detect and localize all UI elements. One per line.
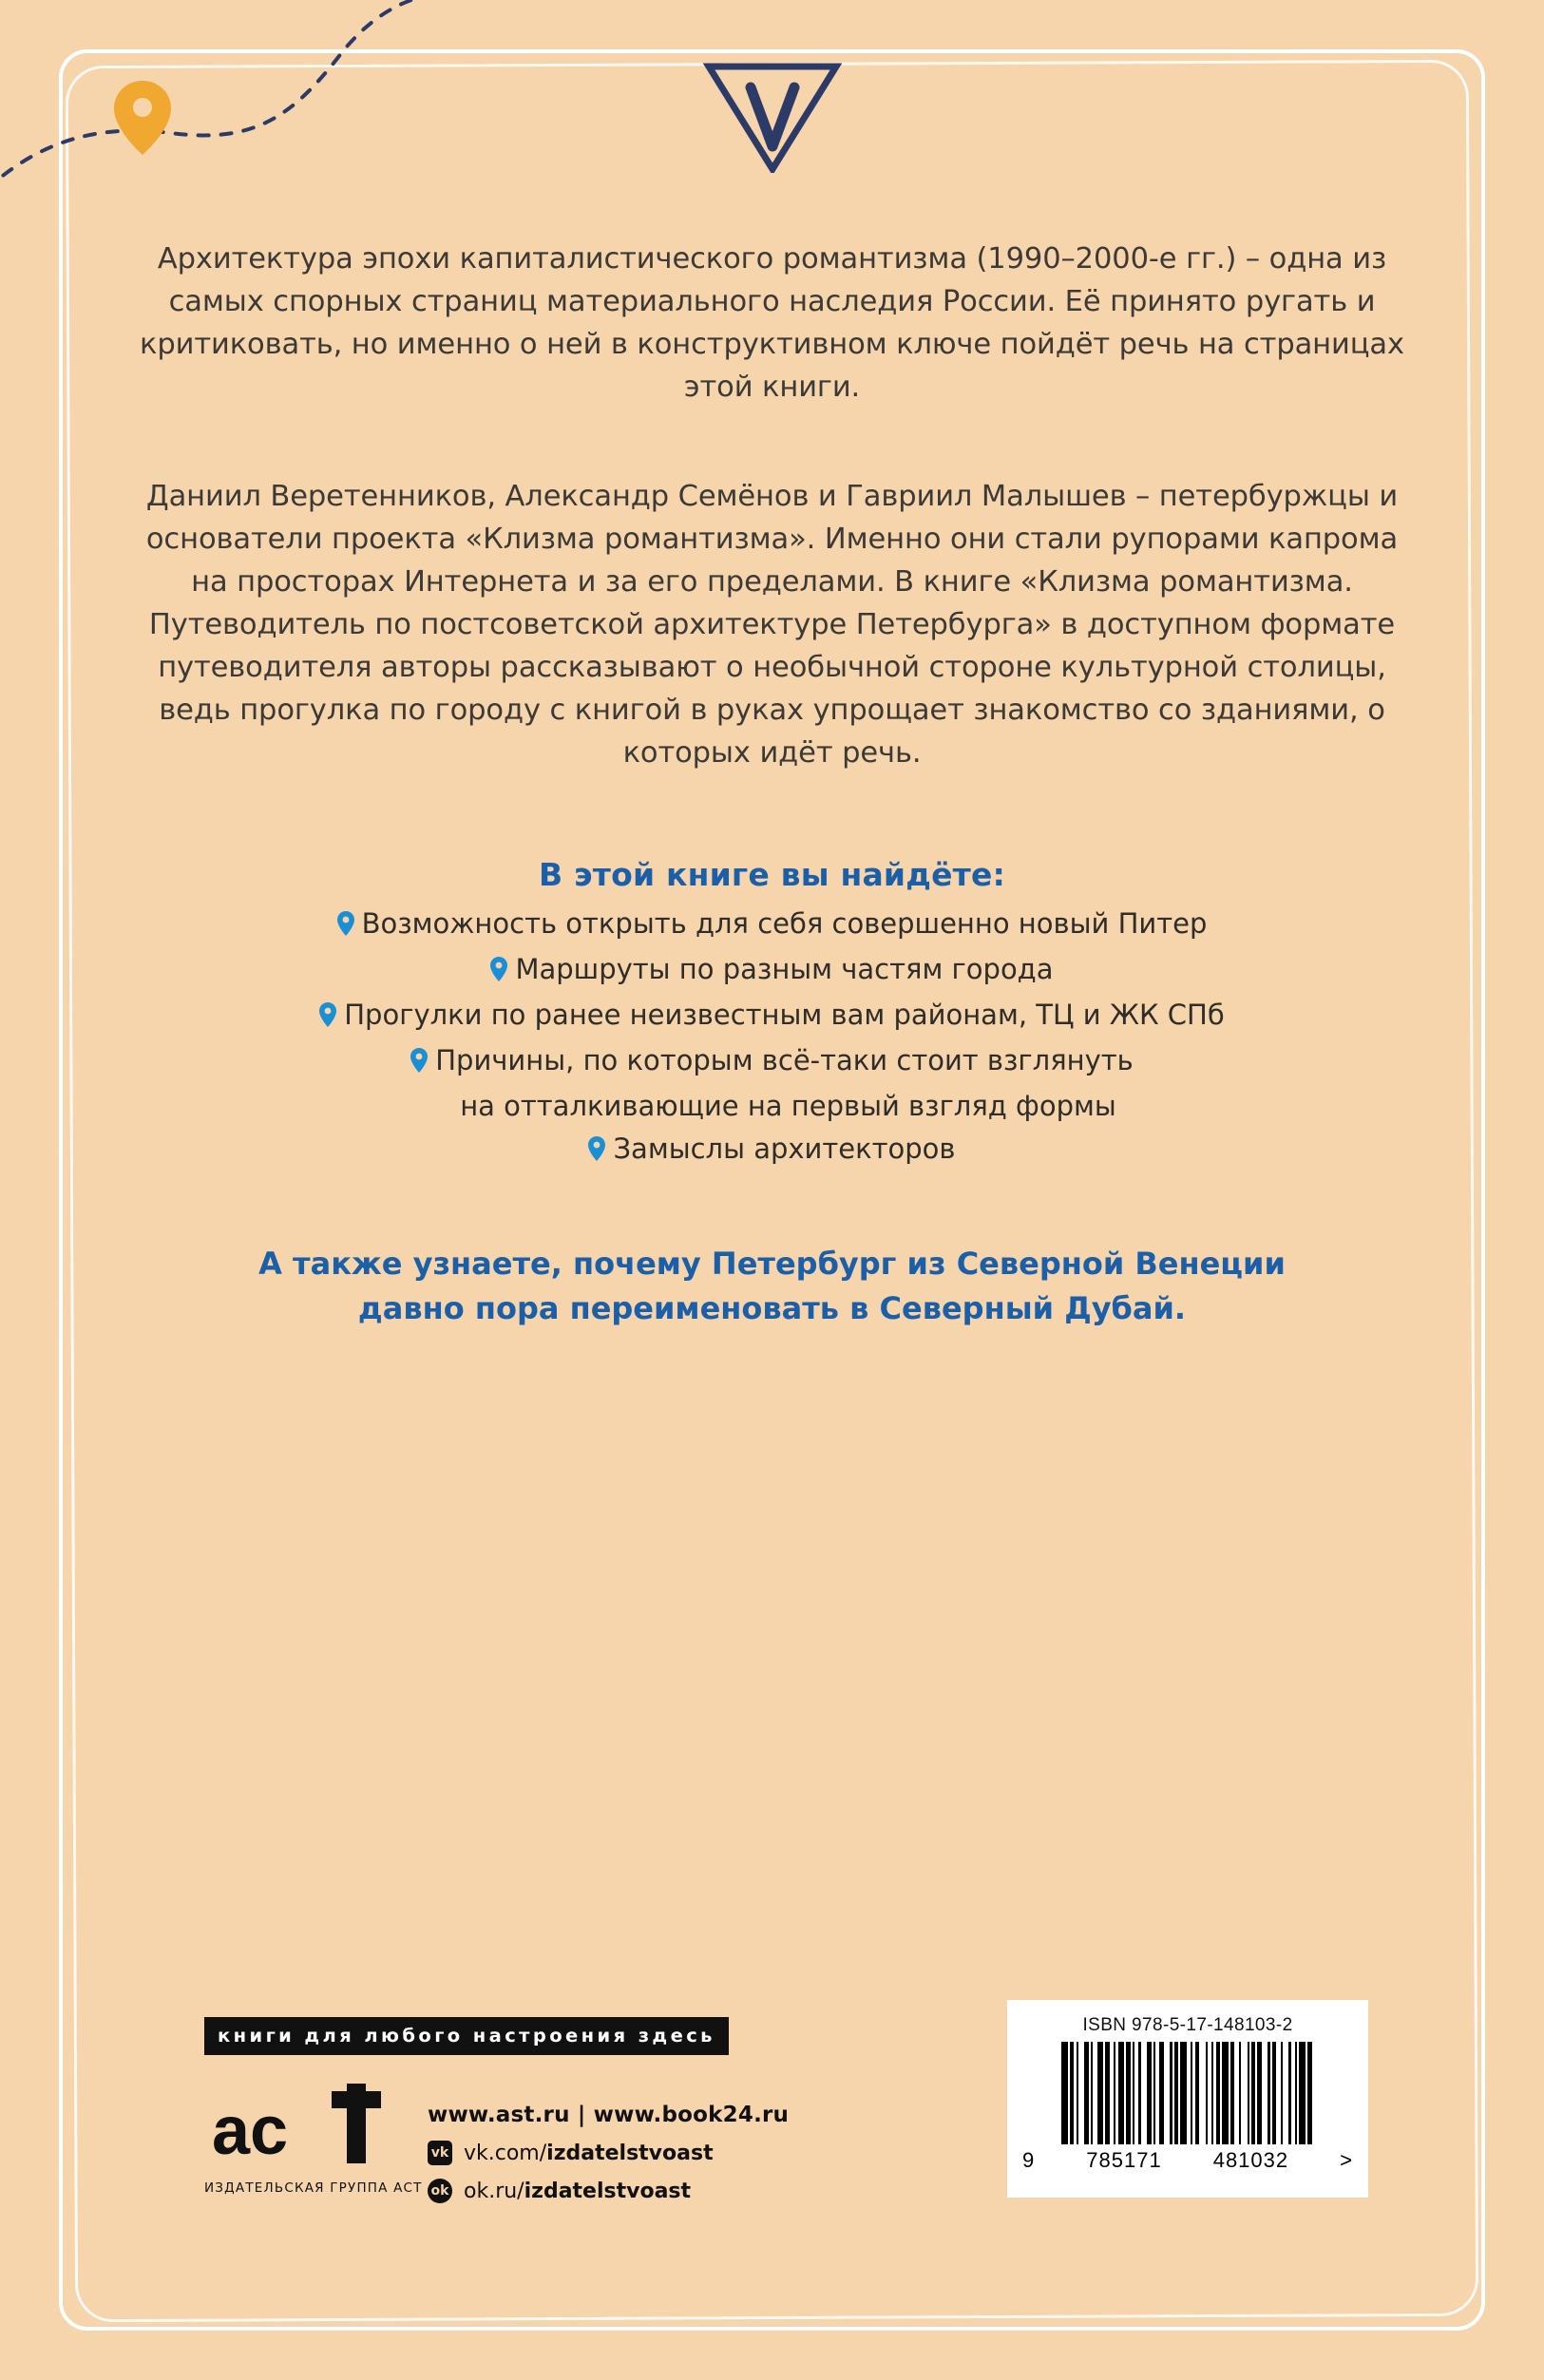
feature-text: Маршруты по разным частям города — [515, 953, 1054, 985]
vk-link[interactable] — [428, 2141, 789, 2165]
publisher-logo — [204, 2080, 423, 2196]
triangle-v-logo-icon — [701, 59, 844, 173]
svg-text:ас: ас — [212, 2093, 289, 2169]
footer — [0, 2017, 1544, 2255]
ok-link[interactable] — [428, 2179, 789, 2203]
list-item — [124, 994, 1420, 1039]
barcode-block — [1007, 2000, 1368, 2198]
vk-prefix: vk.com/ — [464, 2141, 547, 2165]
website-link[interactable]: www.ast.ru | www.book24.ru — [428, 2103, 790, 2127]
feature-text: Возможность открыть для себя совершенно новый Питер — [361, 907, 1208, 940]
map-pin-icon — [410, 1042, 428, 1085]
blurb-paragraph-1: Архитектура эпохи капиталистического романтизма (1990–2000-е гг.) – одна из самых спорных страниц материального наследия России. Её принято ругать и критиковать, но именно о ней в конструктивном ключе пойдёт речь на страницах этой книги. — [140, 242, 1404, 404]
feature-text: Замыслы архитекторов — [613, 1133, 956, 1165]
ok-handle: izdatelstvoast — [524, 2179, 692, 2203]
barcode-digit-left: 9 — [1022, 2148, 1036, 2172]
publisher-block — [204, 2017, 898, 2203]
feature-text: Прогулки по ранее неизвестным вам районам, ТЦ и ЖК СПб — [344, 999, 1225, 1031]
features-title: В этой книге вы найдёте: — [539, 856, 1005, 893]
barcode-digit-right: 481032 — [1212, 2148, 1289, 2172]
publisher-caption: ИЗДАТЕЛЬСКАЯ ГРУППА АСТ — [204, 2180, 423, 2196]
vk-icon: vk — [428, 2141, 452, 2165]
feature-text: Причины, по которым всё-таки стоит взглянуть — [435, 1044, 1134, 1076]
ok-icon: ok — [428, 2179, 452, 2203]
ast-logo-icon — [204, 2080, 399, 2171]
list-item — [124, 948, 1420, 994]
barcode-digits — [1020, 2148, 1355, 2173]
blurb-paragraph-2: Даниил Веретенников, Александр Семёнов и Гавриил Малышев – петербуржцы и основатели проекта «Клизма романтизма». Именно они стали рупорами капрома на просторах Интернета и за его пределами. В книге «Клизма романтизма. Путеводитель по постсоветской архитектуре Петербурга» в доступном формате путеводителя авторы рассказывают о необычной стороне культурной столицы, ведь прогулка по городу с книгой в руках упрощает знакомство со зданиями, о которых идёт речь. — [145, 480, 1399, 770]
feature-text-line2: на отталкивающие на первый взгляд формы — [460, 1090, 1116, 1122]
map-pin-icon — [319, 997, 336, 1039]
barcode-bars — [1020, 2042, 1355, 2144]
list-item — [124, 1128, 1420, 1173]
map-pin-icon — [490, 951, 507, 994]
publisher-links — [428, 2080, 789, 2203]
list-item — [124, 903, 1420, 948]
cover-content — [124, 238, 1420, 1331]
map-pin-icon — [114, 81, 171, 155]
map-pin-icon — [588, 1131, 605, 1173]
isbn-text: ISBN 978-5-17-148103-2 — [1082, 2015, 1293, 2035]
list-item — [124, 1039, 1420, 1128]
ok-prefix: ok.ru/ — [464, 2179, 524, 2203]
closing-statement: А также узнаете, почему Петербург из Северной Венеции давно пора переименовать в Северный Дубай. — [258, 1246, 1286, 1326]
map-pin-icon — [337, 905, 354, 948]
tagline-banner: книги для любого настроения здесь — [204, 2017, 729, 2055]
barcode-digit-end: > — [1340, 2148, 1353, 2172]
dashed-route-decoration — [0, 0, 475, 247]
features-list — [124, 903, 1420, 1173]
barcode-digit-mid: 785171 — [1086, 2148, 1162, 2172]
vk-handle: izdatelstvoast — [546, 2141, 714, 2165]
